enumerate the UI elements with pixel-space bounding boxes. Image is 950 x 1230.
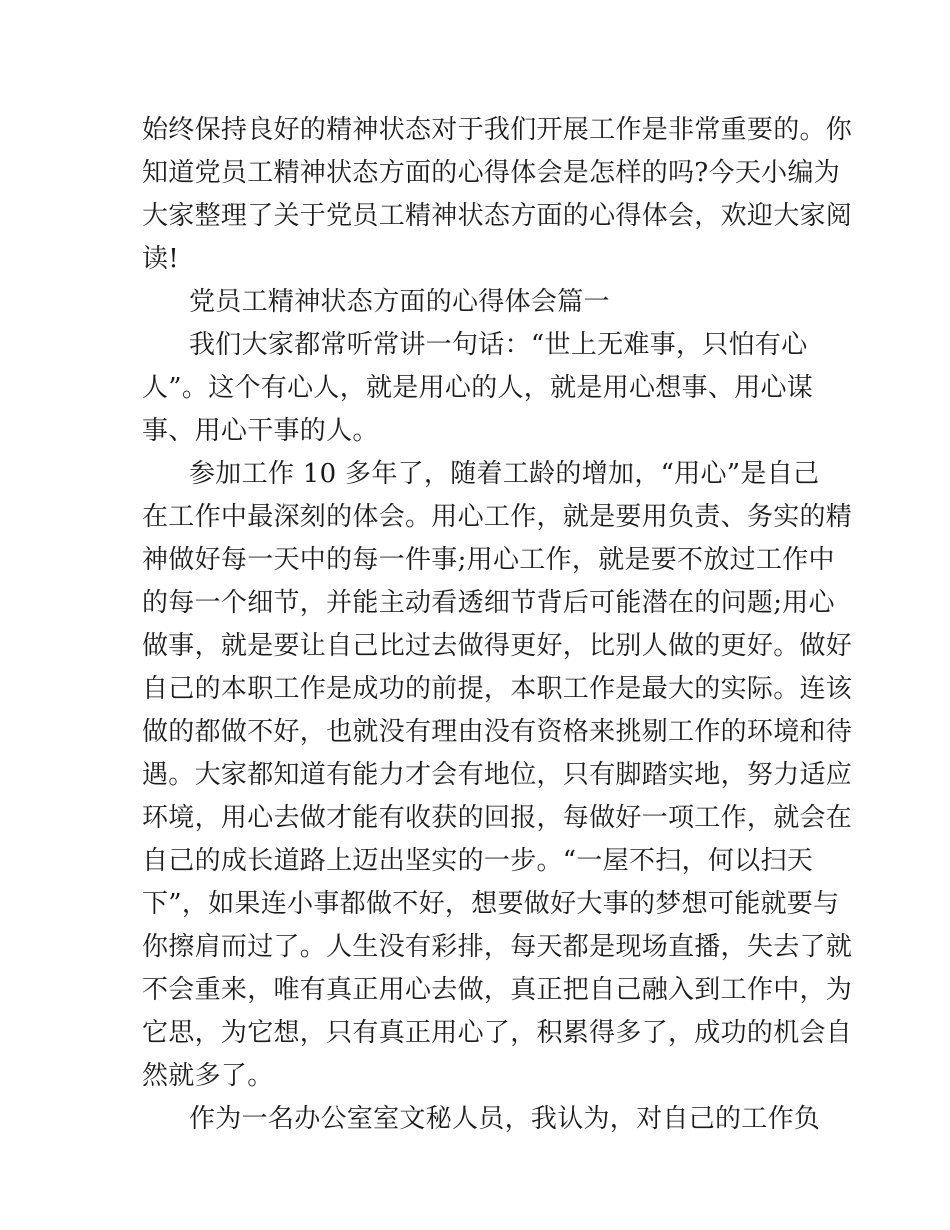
paragraph-1-line-3: 大家整理了关于党员工精神状态方面的心得体会，欢迎大家阅 <box>142 201 853 231</box>
paragraph-1-line-2: 知道党员工精神状态方面的心得体会是怎样的吗?今天小编为 <box>142 158 841 188</box>
paragraph-2-line-1: 我们大家都常听常讲一句话：“世上无难事，只怕有心 <box>189 330 808 360</box>
paragraph-3-line-2: 在工作中最深刻的体会。用心工作，就是要用负责、务实的精 <box>142 502 853 532</box>
section-heading: 党员工精神状态方面的心得体会篇一 <box>189 287 610 317</box>
paragraph-3-line-9: 环境，用心去做才能有收获的回报，每做好一项工作，就会在 <box>142 803 853 833</box>
paragraph-3-line-6: 自己的本职工作是成功的前提，本职工作是最大的实际。连该 <box>142 674 853 704</box>
paragraph-3-line-7: 做的都做不好，也就没有理由没有资格来挑剔工作的环境和待 <box>142 717 853 747</box>
paragraph-2-line-3: 事、用心干事的人。 <box>142 416 379 446</box>
paragraph-3-line-15: 然就多了。 <box>142 1061 274 1091</box>
paragraph-1-line-1: 始终保持良好的精神状态对于我们开展工作是非常重要的。你 <box>142 115 853 145</box>
paragraph-3-line-3: 神做好每一天中的每一件事;用心工作，就是要不放过工作中 <box>142 545 835 575</box>
paragraph-3-line-1: 参加工作 10 多年了，随着工龄的增加，“用心”是自己 <box>189 459 820 489</box>
paragraph-3-line-12: 你擦肩而过了。人生没有彩排，每天都是现场直播，失去了就 <box>142 932 853 962</box>
paragraph-1-line-4: 读! <box>142 244 180 274</box>
paragraph-3-line-11: 下”，如果连小事都做不好，想要做好大事的梦想可能就要与 <box>142 889 840 919</box>
paragraph-3-line-4: 的每一个细节，并能主动看透细节背后可能潜在的问题;用心 <box>142 588 835 618</box>
paragraph-2-line-2: 人”。这个有心人，就是用心的人，就是用心想事、用心谋 <box>142 373 814 403</box>
paragraph-3-line-10: 自己的成长道路上迈出坚实的一步。“一屋不扫，何以扫天 <box>142 846 814 876</box>
paragraph-4-line-1: 作为一名办公室室文秘人员，我认为，对自己的工作负 <box>189 1104 821 1134</box>
paragraph-3-line-5: 做事，就是要让自己比过去做得更好，比别人做的更好。做好 <box>142 631 853 661</box>
paragraph-3-line-8: 遇。大家都知道有能力才会有地位，只有脚踏实地，努力适应 <box>142 760 853 790</box>
paragraph-3-line-14: 它思，为它想，只有真正用心了，积累得多了，成功的机会自 <box>142 1018 853 1048</box>
paragraph-3-line-13: 不会重来，唯有真正用心去做，真正把自己融入到工作中，为 <box>142 975 853 1005</box>
